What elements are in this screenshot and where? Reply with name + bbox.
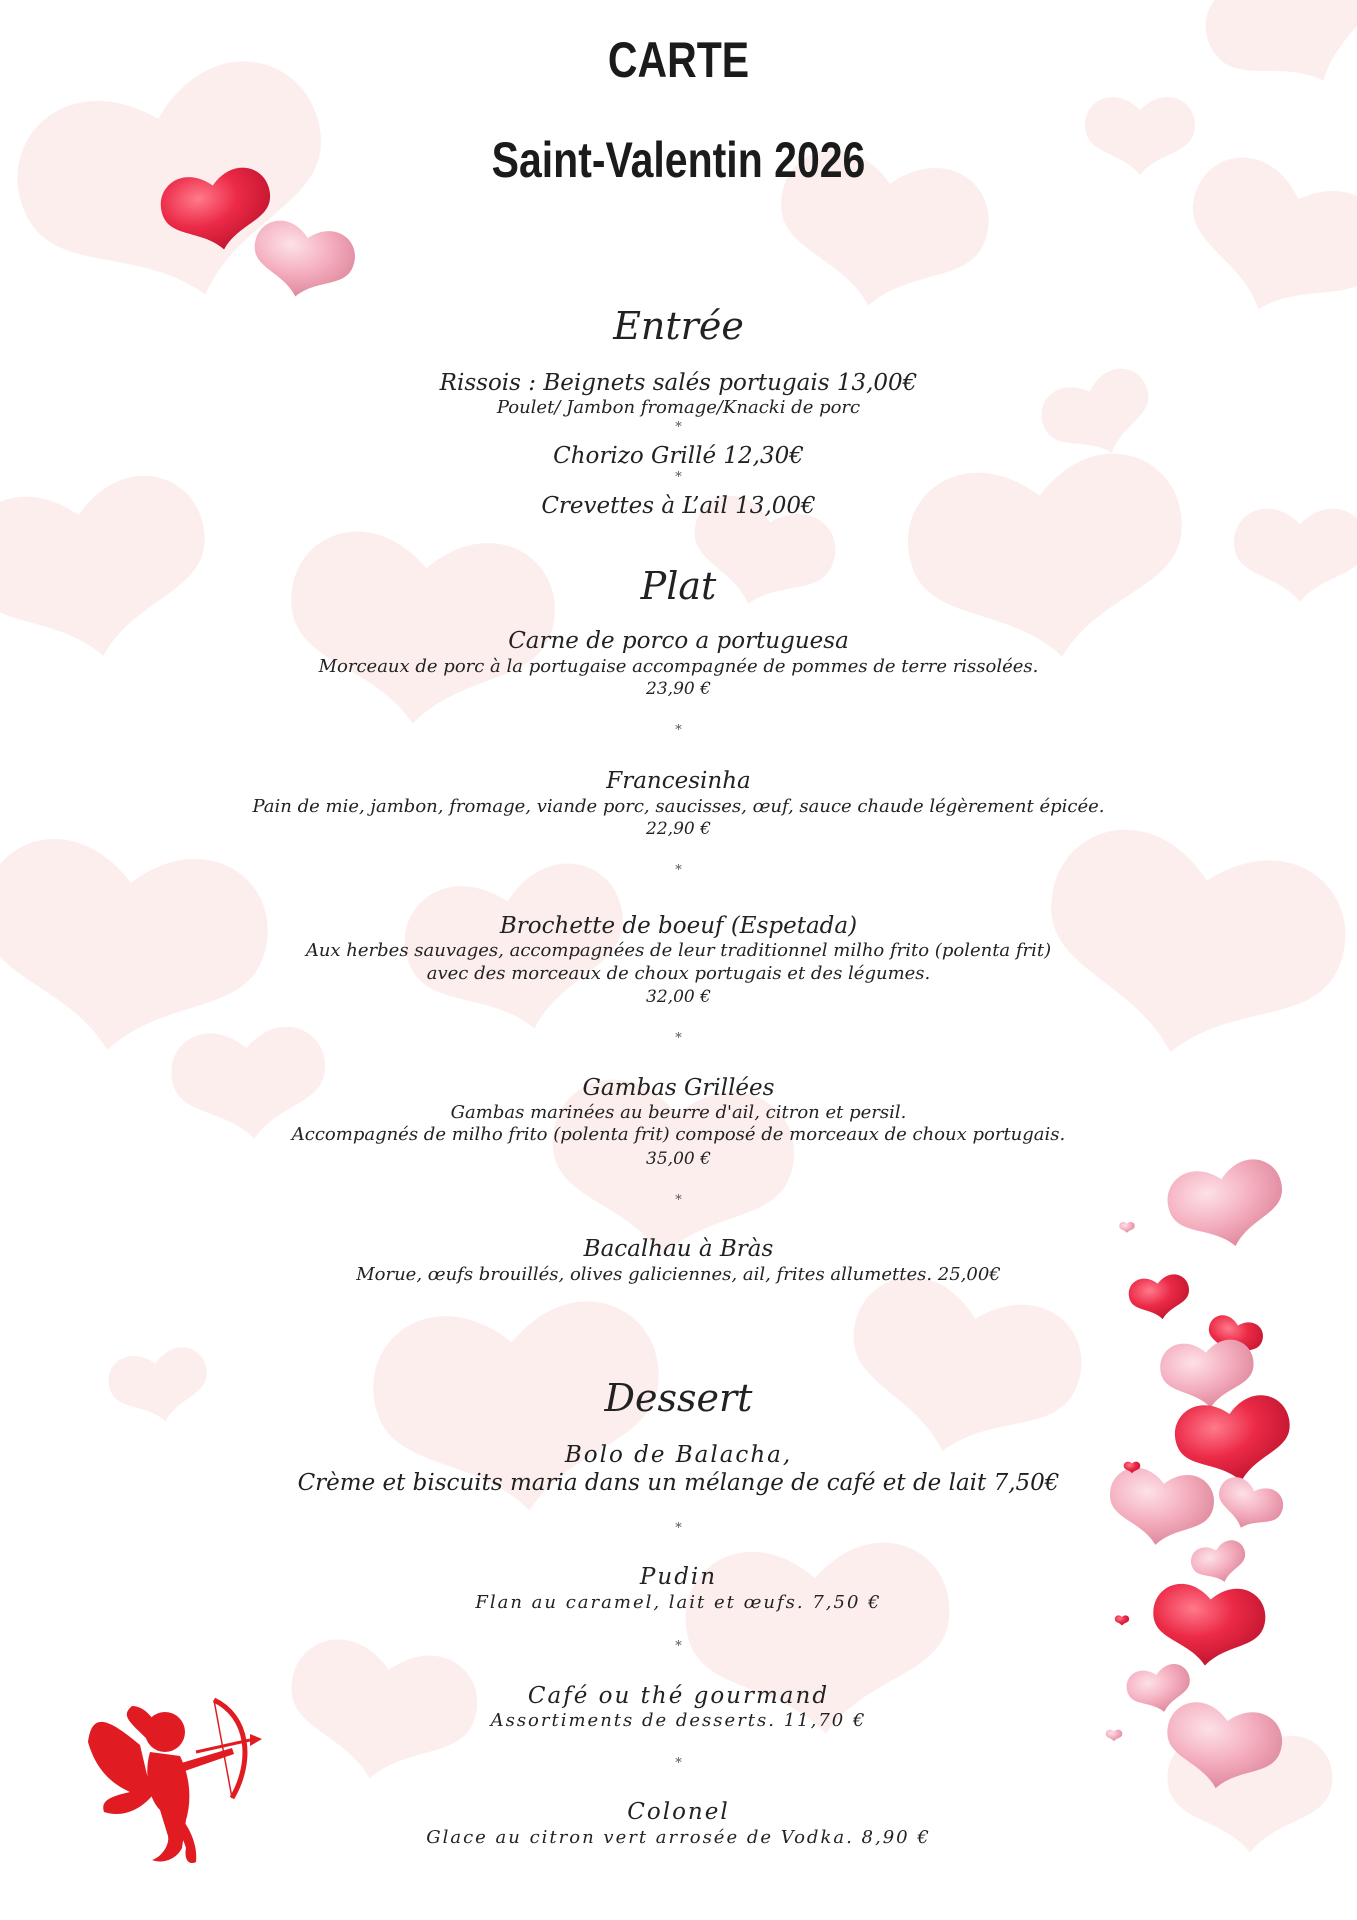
plat-item-desc-2: avec des morceaux de choux portugais et des légumes. xyxy=(426,963,931,984)
separator: * xyxy=(675,1521,682,1536)
dessert-item-name: Colonel xyxy=(627,1799,730,1825)
plat-item-desc: Morceaux de porc à la portugaise accompagnée de pommes de terre rissolées. xyxy=(318,656,1039,677)
menu-subtitle: Saint-Valentin 2026 xyxy=(491,132,866,188)
dessert-item-desc: Assortiments de desserts. 11,70 € xyxy=(490,1710,867,1731)
dessert-item-name: Pudin xyxy=(639,1564,718,1590)
plat-item-name: Carne de porco a portuguesa xyxy=(508,628,849,654)
plat-item-name: Bacalhau à Bràs xyxy=(583,1236,774,1262)
menu-title: CARTE xyxy=(607,32,750,88)
dessert-item-name: Café ou thé gourmand xyxy=(527,1683,830,1709)
entree-item-name: Chorizo Grillé 12,30€ xyxy=(553,443,804,469)
dessert-item-desc: Flan au caramel, lait et œufs. 7,50 € xyxy=(475,1592,882,1613)
plat-item-desc: Morue, œufs brouillés, olives galiciennes, ail, frites allumettes. 25,00€ xyxy=(356,1264,1001,1285)
plat-item-desc: Pain de mie, jambon, fromage, viande porc, saucisses, œuf, sauce chaude légèrement épicée. xyxy=(252,796,1105,817)
plat-item-name: Francesinha xyxy=(606,768,751,794)
separator: * xyxy=(675,1193,682,1208)
separator: * xyxy=(675,470,682,485)
dessert-item-desc: Glace au citron vert arrosée de Vodka. 8,90 € xyxy=(426,1827,931,1848)
section-title-entree: Entrée xyxy=(613,304,744,348)
separator: * xyxy=(675,1639,682,1654)
separator: * xyxy=(675,1756,682,1771)
entree-item-desc: Poulet/ Jambon fromage/Knacki de porc xyxy=(496,397,861,418)
separator: * xyxy=(675,420,682,435)
plat-item-desc-2: Accompagnés de milho frito (polenta frit) composé de morceaux de choux portugais. xyxy=(291,1124,1066,1145)
section-title-dessert: Dessert xyxy=(604,1376,753,1420)
separator: * xyxy=(675,863,682,878)
dessert-item-name: Bolo de Balacha, xyxy=(564,1442,793,1468)
plat-item-desc: Gambas marinées au beurre d'ail, citron et persil. xyxy=(450,1102,907,1123)
plat-item-price: 32,00 € xyxy=(646,987,711,1007)
dessert-item-desc: Crème et biscuits maria dans un mélange de café et de lait 7,50€ xyxy=(297,1470,1060,1496)
plat-item-name: Brochette de boeuf (Espetada) xyxy=(499,913,858,939)
separator: * xyxy=(675,723,682,738)
plat-item-name: Gambas Grillées xyxy=(582,1075,775,1101)
plat-item-desc: Aux herbes sauvages, accompagnées de leur traditionnel milho frito (polenta frit) xyxy=(305,940,1052,961)
entree-item-name: Rissois : Beignets salés portugais 13,00€ xyxy=(439,370,918,396)
section-title-plat: Plat xyxy=(640,564,717,608)
plat-item-price: 23,90 € xyxy=(646,679,711,699)
plat-item-price: 22,90 € xyxy=(646,819,711,839)
plat-item-price: 35,00 € xyxy=(646,1149,711,1169)
entree-item-name: Crevettes à L’ail 13,00€ xyxy=(541,493,816,519)
separator: * xyxy=(675,1031,682,1046)
